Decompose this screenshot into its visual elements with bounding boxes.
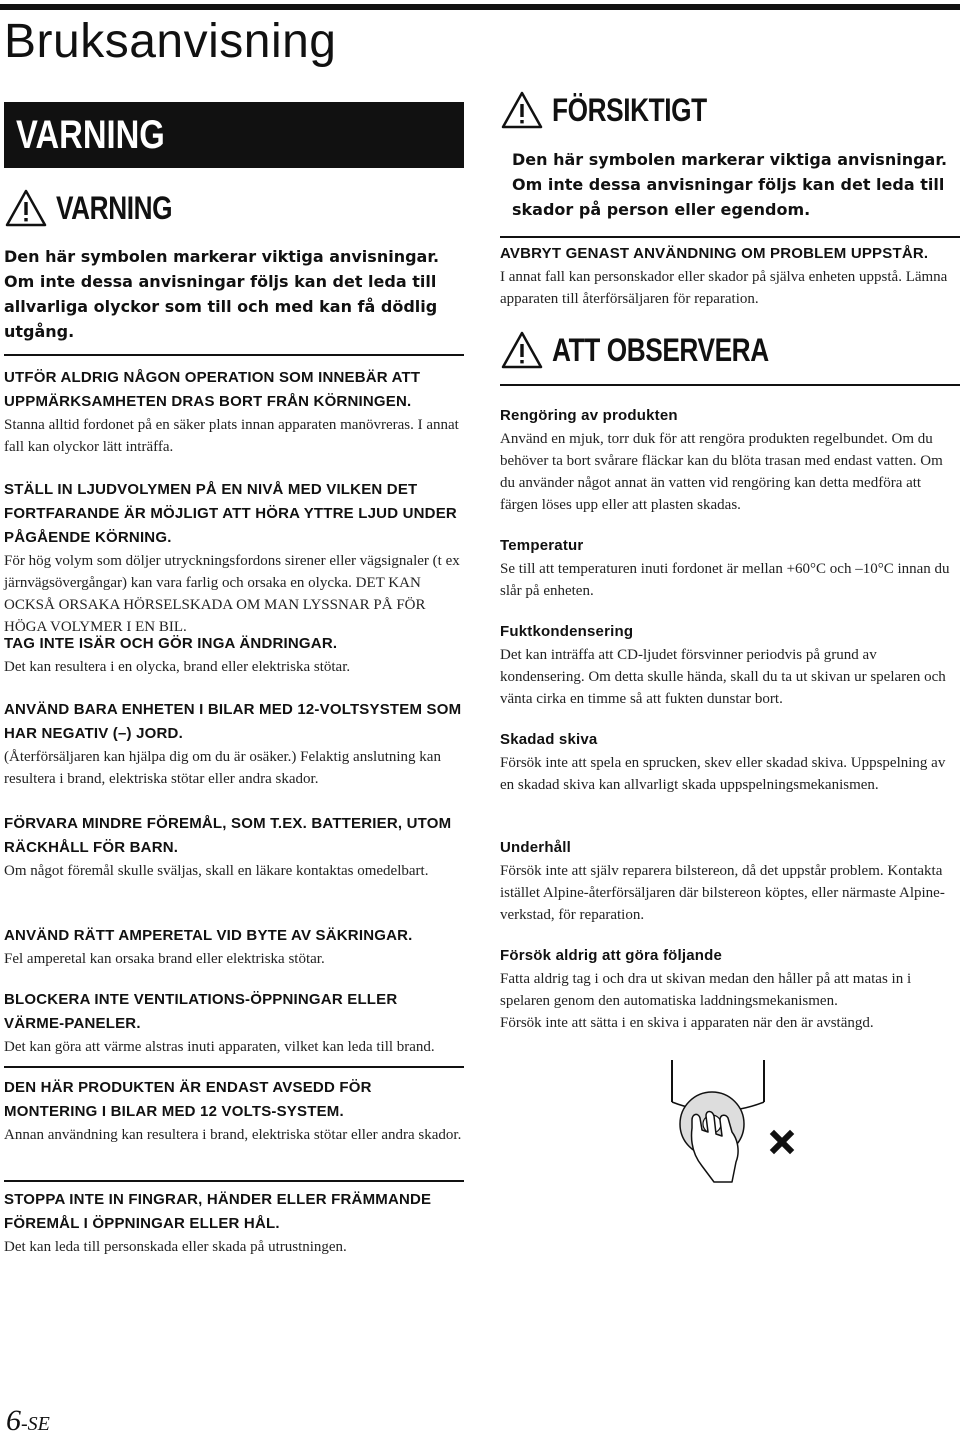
section-body: För hög volym som döljer utryckningsfordons sirener eller vägsignaler (t ex järnvägsövergångar) kan vara farlig och orsaka en olycka. DET KAN OCKSÅ ORSAKA HÖRSELSKADA OM MAN LYSSNAR PÅ FÖR HÖGA VOLYMER I EN BIL. xyxy=(4,553,460,635)
left-section xyxy=(4,924,462,970)
section-body: Det kan leda till personskada eller skada på utrustningen. xyxy=(4,1239,347,1255)
section-heading: BLOCKERA INTE VENTILATIONS-ÖPPNINGAR ELLER VÄRME-PANELER. xyxy=(4,991,398,1032)
observera-divider xyxy=(500,384,960,386)
left-section xyxy=(4,1188,462,1258)
right-section xyxy=(500,242,960,310)
left-divider xyxy=(4,1066,464,1068)
section-body: Det kan göra att värme alstras inuti apparaten, vilket kan leda till brand. xyxy=(4,1039,435,1055)
x-mark-icon xyxy=(774,1134,790,1150)
section-body: Det kan inträffa att CD-ljudet försvinner periodvis på grund av kondensering. Om detta skulle hända, skall du ta ut skivan ur spelaren och vänta cirka en timme så att fukten dunstar bort. xyxy=(500,647,946,707)
section-body: (Återförsäljaren kan hjälpa dig om du är osäker.) Felaktig anslutning kan resultera i brand, elektriska stötar eller andra skador. xyxy=(4,749,441,787)
warning-triangle-icon xyxy=(500,90,544,130)
page-number-value: 6 xyxy=(6,1404,21,1437)
forsiktigt-heading-label: FÖRSIKTIGT xyxy=(552,91,707,128)
section-body: Se till att temperaturen inuti fordonet är mellan +60°C och –10°C innan du slår på enheten. xyxy=(500,561,950,599)
section-heading: DEN HÄR PRODUKTEN ÄR ENDAST AVSEDD FÖR MONTERING I BILAR MED 12 VOLTS-SYSTEM. xyxy=(4,1079,372,1120)
section-heading: Försök aldrig att göra följande xyxy=(500,947,723,964)
forsiktigt-intro: Den här symbolen markerar viktiga anvisningar. Om inte dessa anvisningar följs kan det leda till skador på person eller egendom. xyxy=(512,150,948,219)
section-body: I annat fall kan personskador eller skador på själva enheten uppstå. Lämna apparaten till återförsäljaren för reparation. xyxy=(500,269,948,307)
section-heading: ANVÄND BARA ENHETEN I BILAR MED 12-VOLTSYSTEM SOM HAR NEGATIV (–) JORD. xyxy=(4,701,462,742)
left-divider xyxy=(4,1180,464,1182)
section-body: Det kan resultera i en olycka, brand eller elektriska stötar. xyxy=(4,659,351,675)
section-heading: ANVÄND RÄTT AMPERETAL VID BYTE AV SÄKRINGAR. xyxy=(4,927,413,944)
section-body: Stanna alltid fordonet på en säker plats innan apparaten manövreras. I annat fall kan olyckor lätt inträffa. xyxy=(4,417,459,455)
right-section xyxy=(500,534,960,602)
page-title: Bruksanvisning xyxy=(4,15,337,68)
varning-bar xyxy=(4,102,464,168)
section-body: Fel amperetal kan orsaka brand eller elektriska stötar. xyxy=(4,951,325,967)
right-section xyxy=(500,944,960,1034)
left-section xyxy=(4,698,462,790)
section-heading: STOPPA INTE IN FINGRAR, HÄNDER ELLER FRÄMMANDE FÖREMÅL I ÖPPNINGAR ELLER HÅL. xyxy=(4,1191,432,1232)
varning-heading xyxy=(4,188,198,228)
forsiktigt-heading xyxy=(500,90,741,130)
forsiktigt-divider xyxy=(500,236,960,238)
observera-heading-label: ATT OBSERVERA xyxy=(552,331,769,368)
section-heading: Fuktkondensering xyxy=(500,623,634,640)
warning-triangle-icon xyxy=(500,330,544,370)
left-section xyxy=(4,632,462,678)
varning-intro: Den här symbolen markerar viktiga anvisningar. Om inte dessa anvisningar följs kan det leda till allvarliga olyckor som till och med kan få dödlig utgång. xyxy=(4,247,440,341)
section-body: Annan användning kan resultera i brand, elektriska stötar eller andra skador. xyxy=(4,1127,462,1143)
section-heading: Rengöring av produkten xyxy=(500,407,678,424)
disc-hand-illustration xyxy=(632,1058,812,1188)
section-heading: TAG INTE ISÄR OCH GÖR INGA ÄNDRINGAR. xyxy=(4,635,338,652)
right-section xyxy=(500,836,960,926)
section-heading: Underhåll xyxy=(500,839,571,856)
section-heading: FÖRVARA MINDRE FÖREMÅL, SOM T.EX. BATTERIER, UTOM RÄCKHÅLL FÖR BARN. xyxy=(4,815,452,856)
top-rule xyxy=(0,4,960,10)
section-heading: AVBRYT GENAST ANVÄNDNING OM PROBLEM UPPSTÅR. xyxy=(500,245,929,262)
observera-heading xyxy=(500,330,816,370)
left-section xyxy=(4,988,462,1058)
page-number xyxy=(6,1404,50,1438)
varning-divider xyxy=(4,354,464,356)
section-heading: UTFÖR ALDRIG NÅGON OPERATION SOM INNEBÄR ATT UPPMÄRKSAMHETEN DRAS BORT FRÅN KÖRNINGEN. xyxy=(4,369,421,410)
left-section xyxy=(4,478,462,638)
section-body: Om något föremål skulle sväljas, skall en läkare kontaktas omedelbart. xyxy=(4,863,429,879)
right-section xyxy=(500,728,960,796)
right-section xyxy=(500,404,960,516)
section-body: Försök inte att själv reparera bilstereon, då det uppstår problem. Kontakta istället Alpine-återförsäljaren där bilstereon köptes, eller närmaste Alpine-verkstad, för reparation. xyxy=(500,863,945,923)
section-heading: Skadad skiva xyxy=(500,731,598,748)
varning-bar-label: VARNING xyxy=(16,112,165,157)
section-body: Försök inte att spela en sprucken, skev eller skadad skiva. Uppspelning av en skadad skiva kan allvarligt skada uppspelningsmekanismen. xyxy=(500,755,946,793)
page-number-suffix: -SE xyxy=(21,1413,50,1435)
warning-triangle-icon xyxy=(4,188,48,228)
right-section xyxy=(500,620,960,710)
section-body: Fatta aldrig tag i och dra ut skivan medan den håller på att matas in i spelaren genom den automatiska laddningsmekanismen. Försök inte att sätta i en skiva i apparaten när den är avstängd. xyxy=(500,971,912,1031)
section-heading: Temperatur xyxy=(500,537,584,554)
left-section xyxy=(4,812,462,882)
section-body: Använd en mjuk, torr duk för att rengöra produkten regelbundet. Om du behöver ta bort svårare fläckar kan du blöta trasan med endast vatten. Om du använder något annat än vatten vid rengöring kan detta medföra att färgen löses upp eller att plasten skadas. xyxy=(500,431,943,513)
varning-heading-label: VARNING xyxy=(56,189,173,226)
left-section xyxy=(4,1076,462,1146)
section-heading: STÄLL IN LJUDVOLYMEN PÅ EN NIVÅ MED VILKEN DET FORTFARANDE ÄR MÖJLIGT ATT HÖRA YTTRE LJUD UNDER PÅGÅENDE KÖRNING. xyxy=(4,481,457,546)
left-section xyxy=(4,366,462,458)
